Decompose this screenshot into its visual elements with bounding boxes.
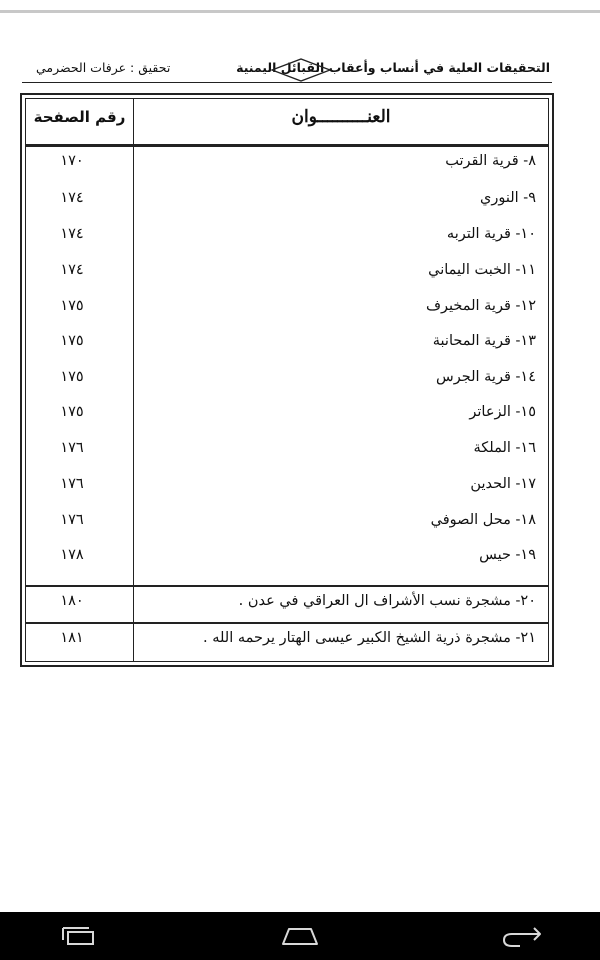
toc-entry-page: ١٨١ [60, 630, 84, 646]
toc-entry-page: ١٧٠ [60, 153, 84, 169]
row-divider [26, 585, 548, 587]
toc-entry-title: ١١- الخبت اليماني [428, 262, 536, 278]
toc-inner-frame [25, 98, 549, 662]
author-credit: تحقيق : عرفات الحضرمي [36, 60, 171, 75]
toc-entry-title: ٩- النوري [480, 190, 536, 206]
row-divider [26, 622, 548, 624]
diamond-ornament-icon [268, 57, 334, 83]
toc-entry-page: ١٧٦ [60, 440, 84, 456]
page-column-header: رقم الصفحة [33, 108, 126, 126]
toc-entry-title: ٢٠- مشجرة نسب الأشراف ال العراقي في عدن . [238, 593, 536, 609]
toc-entry-page: ١٧٥ [60, 404, 84, 420]
home-icon [280, 924, 320, 948]
toc-table [20, 93, 554, 667]
recent-apps-icon [60, 925, 96, 947]
back-icon [500, 923, 544, 949]
toc-entry-page: ١٧٥ [60, 298, 84, 314]
toc-entry-title: ١٩- حيس [479, 547, 536, 563]
running-header [22, 58, 552, 83]
recent-apps-button[interactable] [38, 912, 118, 960]
toc-entry-title: ١٢- قرية المخيرف [425, 298, 536, 314]
toc-entry-title: ٢١- مشجرة ذرية الشيخ الكبير عيسى الهتار يرحمه الله . [203, 630, 536, 646]
toc-entry-title: ١٣- قرية المحانبة [432, 333, 536, 349]
toc-entry-page: ١٧٤ [60, 262, 84, 278]
system-navigation-bar [0, 912, 600, 960]
toc-entry-page: ١٧٦ [60, 476, 84, 492]
toc-entry-page: ١٧٨ [60, 547, 84, 563]
toc-entry-page: ١٧٥ [60, 333, 84, 349]
toc-entry-title: ١٦- الملكة [473, 440, 536, 456]
title-column-header: العنــــــــــوان [291, 107, 391, 127]
column-divider [133, 99, 134, 661]
toc-entry-page: ١٧٤ [60, 226, 84, 242]
toc-entry-page: ١٨٠ [60, 593, 84, 609]
toc-entry-page: ١٧٥ [60, 369, 84, 385]
header-rule [26, 144, 548, 147]
home-button[interactable] [260, 912, 340, 960]
toc-entry-title: ٨- قرية القرتب [445, 153, 536, 169]
toc-entry-title: ١٨- محل الصوفي [430, 512, 536, 528]
toc-entry-title: ١٤- قرية الجرس [436, 369, 536, 385]
toc-entry-page: ١٧٤ [60, 190, 84, 206]
toc-entry-page: ١٧٦ [60, 512, 84, 528]
toc-entry-title: ١٠- قرية التربه [446, 226, 536, 242]
toc-entry-title: ١٧- الحدين [470, 476, 536, 492]
book-title: التحقيقات العلية في أنساب وأعقاب القبائل اليمنية [236, 60, 550, 75]
toc-entry-title: ١٥- الزعاتر [469, 404, 536, 420]
back-button[interactable] [482, 912, 562, 960]
top-rule [0, 10, 600, 13]
